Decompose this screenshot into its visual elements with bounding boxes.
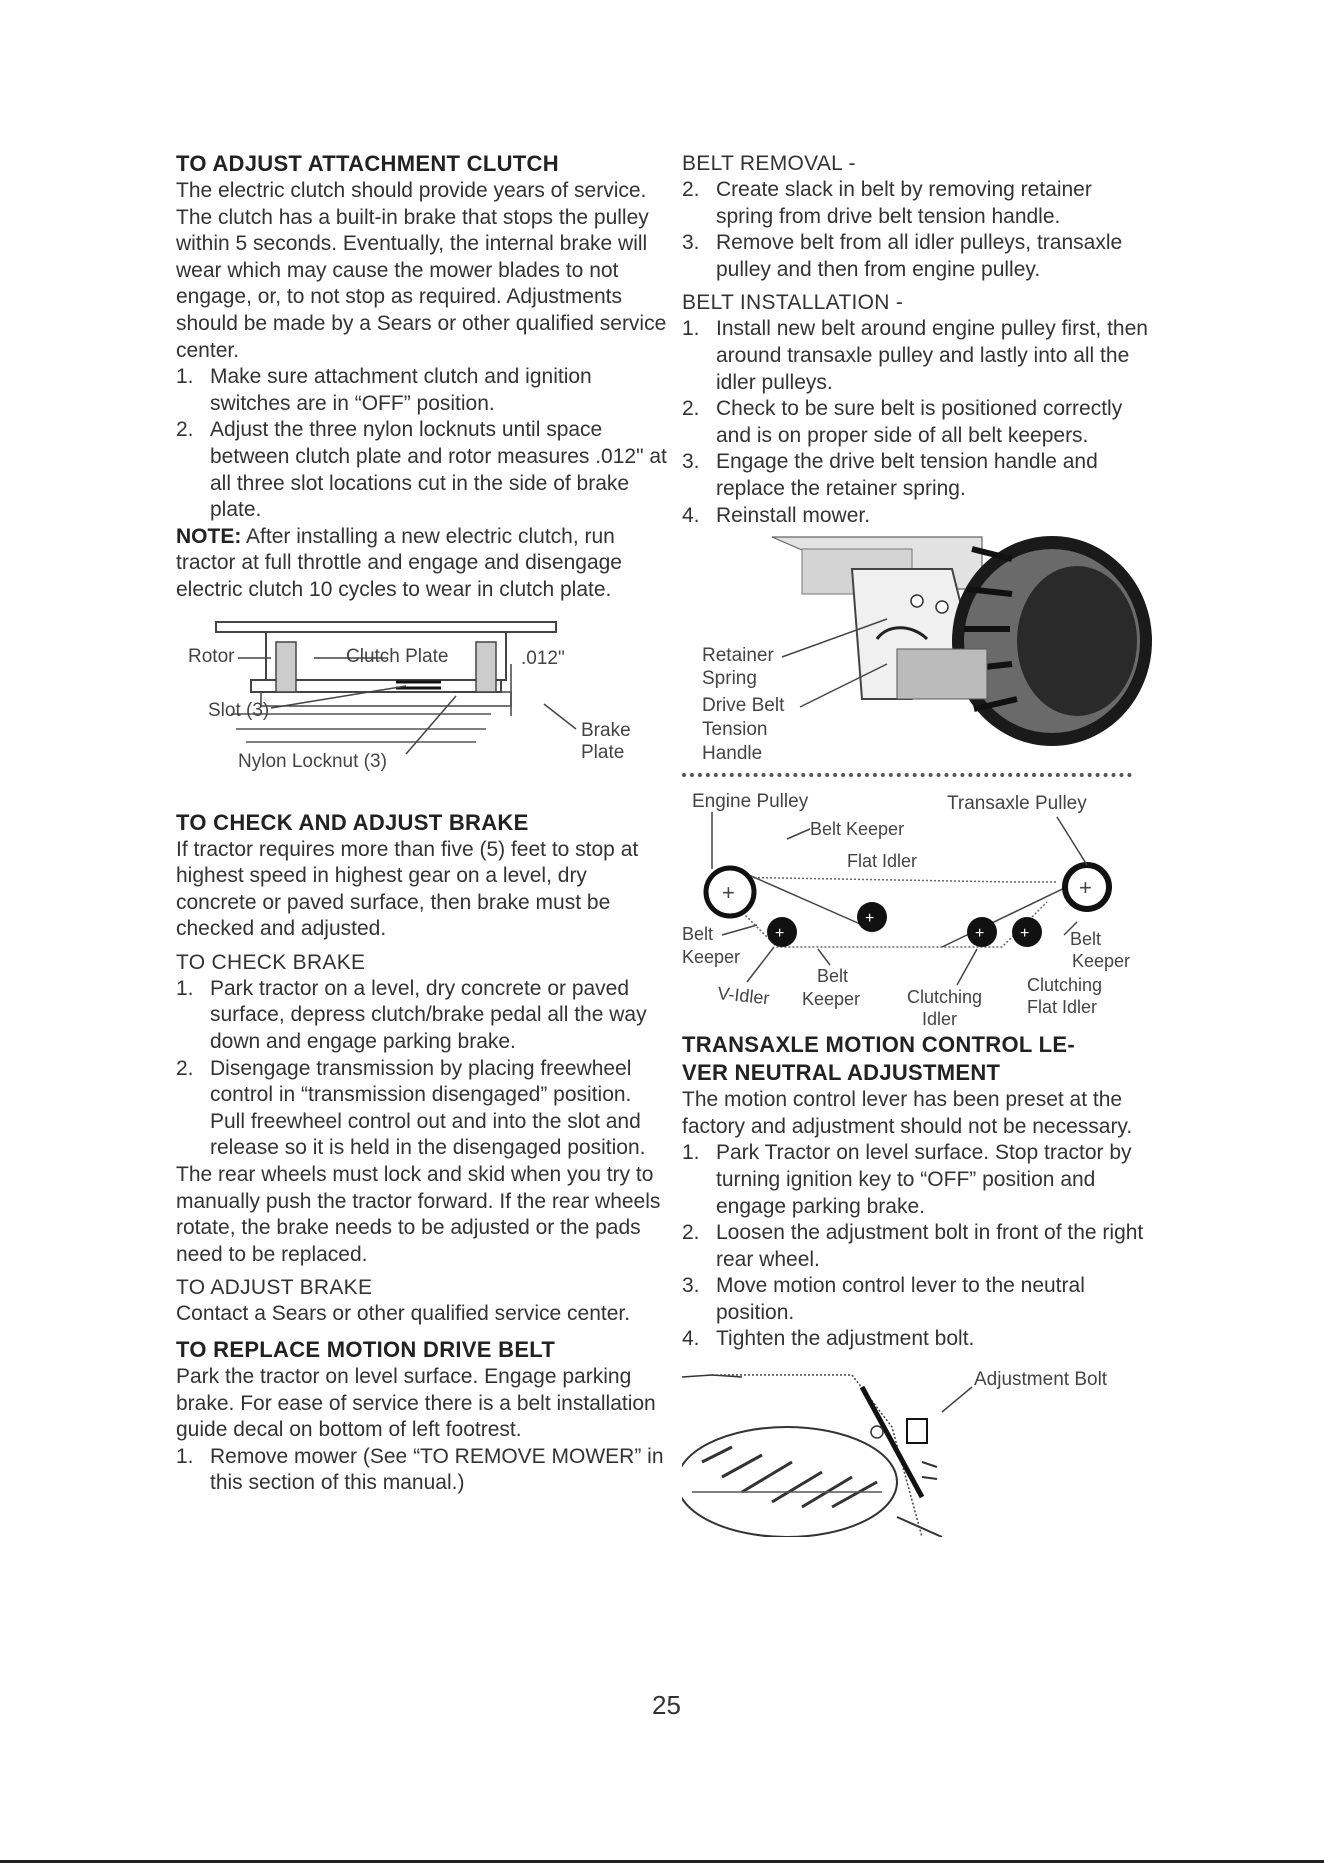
svg-text:+: + <box>975 925 985 943</box>
retainer-label: Retainer <box>702 645 774 667</box>
engine-pulley-label: Engine Pulley <box>692 791 809 813</box>
handle-label: Handle <box>702 743 763 765</box>
belt-keeper-top-label: Belt Keeper <box>810 819 905 840</box>
motion-belt-steps <box>176 1444 671 1497</box>
slot-label: Slot (3) <box>208 699 270 721</box>
belt-right-label: Belt <box>1070 929 1102 950</box>
list-item: 1. Make sure attachment clutch and ignition switches are in “OFF” position. <box>176 365 592 415</box>
transaxle-steps <box>682 1140 1152 1353</box>
list-item: 2. Adjust the three nylon locknuts until space between clutch plate and rotor measures .012" at all three slot locations cut in the side of brake plate. <box>176 418 667 522</box>
engine-pulley-icon <box>706 868 754 916</box>
page-number: 25 <box>652 1690 681 1720</box>
list-item: 2. Loosen the adjustment bolt in front of the right rear wheel. <box>682 1221 1144 1271</box>
tension-label: Tension <box>702 719 768 741</box>
keeper-left-label: Keeper <box>682 947 741 968</box>
gap-label: .012" <box>521 647 565 669</box>
transaxle-heading-line2: VER NEUTRAL ADJUSTMENT <box>682 1060 1001 1086</box>
list-item: 1. Remove mower (See “TO REMOVE MOWER” in this section of this manual.) <box>176 1444 664 1495</box>
list-item: 4. Reinstall mower. <box>682 503 871 527</box>
list-item: 4. Tighten the adjustment bolt. <box>682 1327 975 1351</box>
clutching-flat-label-1: Clutching <box>1027 975 1103 996</box>
belt-keeper-mid-label-1: Belt <box>817 966 849 987</box>
bottom-border <box>0 1860 1324 1863</box>
brake-label: Brake <box>581 719 631 741</box>
v-idler-label: V-Idler <box>716 983 771 1009</box>
motion-belt-heading: TO REPLACE MOTION DRIVE BELT <box>176 1337 556 1362</box>
list-item: 1. Park tractor on a level, dry concrete or paved surface, depress clutch/brake pedal all the way down and engage parking brake. <box>176 976 647 1054</box>
flat-idler-label: Flat Idler <box>847 851 918 872</box>
right-column <box>682 150 1152 1537</box>
adjustment-bolt-label: Adjustment Bolt <box>974 1369 1108 1391</box>
svg-text:+: + <box>1020 925 1030 943</box>
attachment-clutch-steps <box>176 364 671 524</box>
adjustment-bolt-figure <box>682 1367 1152 1537</box>
attachment-clutch-heading: TO ADJUST ATTACHMENT CLUTCH <box>176 151 559 176</box>
list-item: 3. Move motion control lever to the neutral position. <box>682 1274 1085 1324</box>
clutching-idler-label-2: Idler <box>922 1009 958 1028</box>
clutching-idler-icon <box>967 917 997 947</box>
v-idler-icon <box>767 917 797 947</box>
left-column <box>176 150 671 1497</box>
attachment-clutch-intro: The electric clutch should provide years of service. The clutch has a built-in brake that stops the pulley within 5 seconds. Eventually, the internal brake will wear which may cause the mower blades to not engage, or, to not stop as required. Adjustments should be made by a Sears or other qualified service center. <box>176 179 667 362</box>
list-item: 1. Park Tractor on level surface. Stop tractor by turning ignition key to “OFF” position and engage parking brake. <box>682 1141 1132 1218</box>
belt-routing-diagram <box>682 777 1152 1027</box>
clutching-flat-idler-icon <box>1012 917 1042 947</box>
svg-text:+: + <box>775 925 785 943</box>
belt-removal-subheading: BELT REMOVAL - <box>682 152 856 175</box>
check-brake-after: The rear wheels must lock and skid when you try to manually push the tractor forward. If the rear wheels rotate, the brake needs to be adjusted or the pads need to be replaced. <box>176 1163 661 1266</box>
attachment-clutch-note: NOTE: After installing a new electric clutch, run tractor at full throttle and engage and disengage electric clutch 10 cycles to wear in clutch plate. <box>176 524 622 601</box>
check-brake-subheading: TO CHECK BRAKE <box>176 950 366 974</box>
adjust-brake-subheading: TO ADJUST BRAKE <box>176 1276 373 1300</box>
check-brake-heading: TO CHECK AND ADJUST BRAKE <box>176 809 529 835</box>
belt-keeper-mid-label-2: Keeper <box>802 989 861 1010</box>
spring-label: Spring <box>702 668 757 690</box>
check-brake-intro: If tractor requires more than five (5) feet to stop at highest speed in highest gear on a level, dry concrete or paved surface, then brake must be checked and adjusted. <box>176 837 639 941</box>
clutch-figure <box>176 604 671 799</box>
keeper-right-label: Keeper <box>1072 951 1131 972</box>
clutching-flat-label-2: Flat Idler <box>1027 997 1098 1018</box>
drive-belt-label: Drive Belt <box>702 695 785 717</box>
clutching-idler-label-1: Clutching <box>907 987 983 1008</box>
list-item: 3. Remove belt from all idler pulleys, transaxle pulley and then from engine pulley. <box>682 231 1123 281</box>
flat-idler-icon <box>857 902 887 932</box>
list-item: 2. Disengage transmission by placing freewheel control in “transmission disengaged” position. Pull freewheel control out and into the slot and release so it is held in the disengaged position. <box>176 1056 646 1160</box>
rotor-label: Rotor <box>188 645 235 667</box>
tension-handle-figure <box>682 529 1152 769</box>
belt-removal-steps <box>682 177 1152 283</box>
list-item: 1. Install new belt around engine pulley first, then around transaxle pulley and lastly into all the idler pulleys. <box>682 317 1148 394</box>
list-item: 2. Check to be sure belt is positioned correctly and is on proper side of all belt keepers. <box>682 397 1123 447</box>
transaxle-intro: The motion control lever has been preset at the factory and adjustment should not be necessary. <box>682 1088 1133 1138</box>
svg-text:+: + <box>722 880 735 906</box>
plate-label: Plate <box>581 741 625 763</box>
nylon-locknut-label: Nylon Locknut (3) <box>238 750 387 772</box>
svg-text:+: + <box>1079 875 1092 901</box>
transaxle-pulley-label: Transaxle Pulley <box>947 793 1087 815</box>
list-item: 2. Create slack in belt by removing retainer spring from drive belt tension handle. <box>682 178 1092 228</box>
adjust-brake-text: Contact a Sears or other qualified service center. <box>176 1302 631 1326</box>
list-item: 3. Engage the drive belt tension handle and replace the retainer spring. <box>682 450 1098 500</box>
clutch-plate-label: Clutch Plate <box>346 645 449 667</box>
transaxle-heading-line1: TRANSAXLE MOTION CONTROL LE- <box>682 1032 1075 1058</box>
motion-belt-intro: Park the tractor on level surface. Engage parking brake. For ease of service there is a belt installation guide decal on bottom of left footrest. <box>176 1365 656 1442</box>
belt-installation-steps <box>682 316 1152 529</box>
belt-left-label: Belt <box>682 924 714 945</box>
check-brake-steps <box>176 976 671 1162</box>
transaxle-pulley-icon <box>1065 865 1109 909</box>
svg-text:+: + <box>865 910 875 928</box>
belt-installation-subheading: BELT INSTALLATION - <box>682 291 904 315</box>
